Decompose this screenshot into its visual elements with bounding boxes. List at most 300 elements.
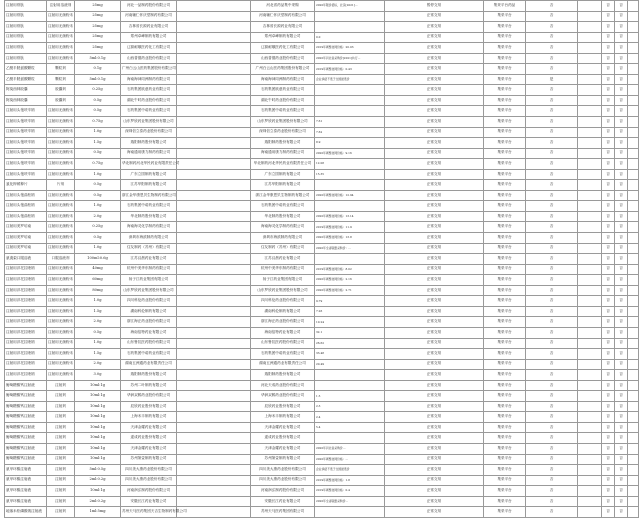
- status-cell: 正常交易: [385, 22, 484, 33]
- source-cell: 集采平台: [484, 222, 526, 233]
- blank-cell: [628, 74, 639, 85]
- distributor-cell: 湖南五洲通药业有限责任公司: [251, 359, 315, 370]
- drug-price-table: [4, 0, 639, 518]
- status-cell: 正常交易: [385, 496, 484, 507]
- listing-company-cell: [177, 148, 251, 159]
- distributor-cell: 辽源耐顺医药化工有限公司: [251, 43, 315, 54]
- blank-cell: [628, 443, 639, 454]
- price-note-cell: 2019年调整挂网价格：0.4: [315, 486, 385, 497]
- distributor-cell: 扬子江药业集团有限公司: [251, 275, 315, 286]
- spec-cell: 10ml:1g: [75, 380, 121, 391]
- mark-b-cell: 否: [615, 53, 628, 64]
- mark-a-cell: 否: [602, 106, 615, 117]
- extra-cell: [578, 211, 602, 222]
- manufacturer-cell: 江苏汉晨药业有限公司: [121, 254, 177, 265]
- flag-cell: 否: [526, 211, 578, 222]
- mark-a-cell: 否: [602, 454, 615, 465]
- manufacturer-cell: 海南通用康力制药有限公司: [121, 148, 177, 159]
- extra-cell: [578, 233, 602, 244]
- table-row: [5, 85, 639, 96]
- source-cell: 集采平台: [484, 486, 526, 497]
- blank-cell: [628, 496, 639, 507]
- source-cell: 集采平台: [484, 117, 526, 128]
- manufacturer-cell: 石药集团中诺药业有限公司: [121, 106, 177, 117]
- blank-cell: [628, 507, 639, 518]
- status-cell: 正常交易: [385, 380, 484, 391]
- flag-cell: 否: [526, 370, 578, 381]
- mark-b-cell: 否: [615, 11, 628, 22]
- distributor-cell: 华北制药河北华民药业有限责任公司: [251, 159, 315, 170]
- extra-cell: [578, 85, 602, 96]
- dosage-form-cell: 注射用无菌粉末: [47, 127, 75, 138]
- blank-cell: [628, 180, 639, 191]
- distributor-cell: 四川美大康药业股份有限公司: [251, 465, 315, 476]
- manufacturer-cell: 辽源耐顺医药化工有限公司: [121, 43, 177, 54]
- blank-cell: [628, 53, 639, 64]
- mark-b-cell: 否: [615, 264, 628, 275]
- spec-cell: 3.0g: [75, 370, 121, 381]
- manufacturer-cell: 江苏华阳制药有限公司: [121, 180, 177, 191]
- blank-cell: [628, 233, 639, 244]
- manufacturer-cell: 四川科伦药业股份有限公司: [121, 296, 177, 307]
- price-note-cell: [315, 95, 385, 106]
- status-cell: 正常交易: [385, 190, 484, 201]
- drug-name-cell: 注射用骨肽: [5, 32, 47, 43]
- extra-cell: [578, 433, 602, 444]
- mark-b-cell: 否: [615, 401, 628, 412]
- mark-a-cell: 否: [602, 180, 615, 191]
- extra-cell: [578, 64, 602, 75]
- status-cell: 正常交易: [385, 465, 484, 476]
- dosage-form-cell: 注射用无菌粉末: [47, 201, 75, 212]
- table-row: [5, 349, 639, 360]
- listing-company-cell: [177, 317, 251, 328]
- dosage-form-cell: 注射剂: [47, 507, 75, 518]
- status-cell: 正常交易: [385, 254, 484, 265]
- table-row: [5, 475, 639, 486]
- blank-cell: [628, 138, 639, 149]
- spec-cell: 60mg: [75, 275, 121, 286]
- dosage-form-cell: 注射剂: [47, 465, 75, 476]
- table-row: [5, 391, 639, 402]
- status-cell: 正常交易: [385, 127, 484, 138]
- status-cell: 正常交易: [385, 370, 484, 381]
- dosage-form-cell: 注射用无菌粉末: [47, 306, 75, 317]
- flag-cell: 否: [526, 422, 578, 433]
- flag-cell: 否: [526, 401, 578, 412]
- drug-name-cell: 注射用泮托拉唑钠: [5, 327, 47, 338]
- table-body: [5, 1, 639, 518]
- status-cell: 正常交易: [385, 169, 484, 180]
- drug-name-cell: 注射用泮托拉唑钠: [5, 296, 47, 307]
- distributor-cell: 辰欣药业股份有限公司: [251, 401, 315, 412]
- extra-cell: [578, 159, 602, 170]
- price-note-cell: 2020年调整挂网价格：2.16: [315, 275, 385, 286]
- blank-cell: [628, 359, 639, 370]
- mark-a-cell: 否: [602, 338, 615, 349]
- blank-cell: [628, 454, 639, 465]
- drug-name-cell: 注射用头孢曲松钠: [5, 190, 47, 201]
- manufacturer-cell: 苏州天马医药集团天吉生物制药有限公司: [121, 507, 177, 518]
- price-note-cell: 8.9: [315, 138, 385, 149]
- price-note-cell: [315, 507, 385, 518]
- dosage-form-cell: 注射剂: [47, 391, 75, 402]
- mark-b-cell: 否: [615, 486, 628, 497]
- dosage-form-cell: 注射用无菌粉末: [47, 11, 75, 22]
- drug-name-cell: 葡萄糖酸钙注射液: [5, 422, 47, 433]
- extra-cell: [578, 412, 602, 423]
- flag-cell: 否: [526, 306, 578, 317]
- dosage-form-cell: 注射用无菌粉末: [47, 222, 75, 233]
- extra-cell: [578, 254, 602, 265]
- drug-name-cell: 注射用骨肽: [5, 43, 47, 54]
- blank-cell: [628, 243, 639, 254]
- listing-company-cell: [177, 359, 251, 370]
- drug-name-cell: 氨甲环酸注射液: [5, 486, 47, 497]
- flag-cell: 否: [526, 159, 578, 170]
- source-cell: 集采平台: [484, 422, 526, 433]
- spec-cell: 10ml:1g: [75, 401, 121, 412]
- source-cell: 集采平台: [484, 338, 526, 349]
- mark-b-cell: 否: [615, 211, 628, 222]
- status-cell: 正常交易: [385, 106, 484, 117]
- status-cell: 正常交易: [385, 475, 484, 486]
- blank-cell: [628, 254, 639, 265]
- manufacturer-cell: 住友制药（苏州）有限公司: [121, 243, 177, 254]
- manufacturer-cell: 瑞阳制药股份有限公司: [121, 138, 177, 149]
- mark-a-cell: 否: [602, 412, 615, 423]
- spec-cell: 0.75g: [75, 117, 121, 128]
- manufacturer-cell: 苏州二叶制药有限公司: [121, 380, 177, 391]
- status-cell: 正常交易: [385, 359, 484, 370]
- blank-cell: [628, 401, 639, 412]
- table-row: [5, 11, 639, 22]
- distributor-cell: 山东罗欣药业集团股份有限公司: [251, 117, 315, 128]
- table-row: [5, 285, 639, 296]
- mark-b-cell: 否: [615, 222, 628, 233]
- distributor-cell: 郑州卓峰制药有限公司: [251, 32, 315, 43]
- extra-cell: [578, 127, 602, 138]
- mark-a-cell: 否: [602, 475, 615, 486]
- status-cell: 正常交易: [385, 222, 484, 233]
- distributor-cell: 苏州第壹制药有限公司: [251, 454, 315, 465]
- flag-cell: 否: [526, 148, 578, 159]
- table-row: [5, 53, 639, 64]
- flag-cell: 否: [526, 349, 578, 360]
- dosage-form-cell: 注射剂: [47, 380, 75, 391]
- dosage-form-cell: 颗粒剂: [47, 64, 75, 75]
- distributor-cell: 河北省药品集中采购: [251, 1, 315, 12]
- manufacturer-cell: 浙江金华康恩贝生物制药有限公司: [121, 190, 177, 201]
- blank-cell: [628, 1, 639, 12]
- source-cell: 集采平台: [484, 243, 526, 254]
- drug-name-cell: 注射用泮托拉唑钠: [5, 338, 47, 349]
- extra-cell: [578, 264, 602, 275]
- status-cell: 正常交易: [385, 296, 484, 307]
- mark-b-cell: 否: [615, 349, 628, 360]
- drug-name-cell: 注射用头孢呋辛钠: [5, 169, 47, 180]
- mark-a-cell: 否: [602, 254, 615, 265]
- table-row: [5, 117, 639, 128]
- listing-company-cell: [177, 433, 251, 444]
- flag-cell: 否: [526, 190, 578, 201]
- drug-name-cell: 葡萄糖酸钙注射液: [5, 380, 47, 391]
- table-row: [5, 32, 639, 43]
- mark-a-cell: 否: [602, 201, 615, 212]
- spec-cell: 25mg: [75, 32, 121, 43]
- distributor-cell: 山东鲁抗医药股份有限公司: [251, 338, 315, 349]
- spec-cell: 10ml:1g: [75, 433, 121, 444]
- dosage-form-cell: 颗粒剂: [47, 74, 75, 85]
- price-note-cell: 2.4: [315, 412, 385, 423]
- blank-cell: [628, 475, 639, 486]
- price-note-cell: 2019年调整挂网价格：1.8: [315, 475, 385, 486]
- flag-cell: 否: [526, 11, 578, 22]
- manufacturer-cell: 浙江海正药业股份有限公司: [121, 317, 177, 328]
- price-note-cell: 2020年调整挂网价格：2.71: [315, 285, 385, 296]
- listing-company-cell: [177, 211, 251, 222]
- flag-cell: 否: [526, 64, 578, 75]
- table-row: [5, 222, 639, 233]
- manufacturer-cell: 深圳信立泰药业股份有限公司: [121, 127, 177, 138]
- mark-a-cell: 否: [602, 127, 615, 138]
- price-note-cell: 32.1: [315, 327, 385, 338]
- flag-cell: 否: [526, 359, 578, 370]
- extra-cell: [578, 53, 602, 64]
- price-note-cell: 2020年全省联盟采购价：…: [315, 243, 385, 254]
- distributor-cell: 苏州天马医药集团有限公司: [251, 507, 315, 518]
- price-note-cell: 9.79: [315, 296, 385, 307]
- price-note-cell: [315, 370, 385, 381]
- spec-cell: 0.5g: [75, 180, 121, 191]
- flag-cell: 否: [526, 106, 578, 117]
- listing-company-cell: [177, 117, 251, 128]
- source-cell: 集采平台: [484, 443, 526, 454]
- listing-company-cell: [177, 233, 251, 244]
- mark-a-cell: 否: [602, 507, 615, 518]
- listing-company-cell: [177, 391, 251, 402]
- table-row: [5, 138, 639, 149]
- mark-b-cell: 否: [615, 422, 628, 433]
- status-cell: 正常交易: [385, 349, 484, 360]
- listing-company-cell: [177, 306, 251, 317]
- mark-b-cell: 否: [615, 254, 628, 265]
- drug-name-cell: 注射用头孢呋辛钠: [5, 106, 47, 117]
- dosage-form-cell: 注射用无菌粉末: [47, 264, 75, 275]
- table-row: [5, 275, 639, 286]
- dosage-form-cell: 注射用无菌粉末: [47, 233, 75, 244]
- price-note-cell: 2019年调整挂网价格：8.02: [315, 264, 385, 275]
- extra-cell: [578, 507, 602, 518]
- manufacturer-cell: 华润双鹤药业股份有限公司: [121, 391, 177, 402]
- dosage-form-cell: 注射用无菌粉末: [47, 327, 75, 338]
- source-cell: 集采平台: [484, 43, 526, 54]
- blank-cell: [628, 317, 639, 328]
- mark-b-cell: 否: [615, 275, 628, 286]
- status-cell: 正常交易: [385, 317, 484, 328]
- flag-cell: 否: [526, 338, 578, 349]
- distributor-cell: 石药集团中诺药业有限公司: [251, 201, 315, 212]
- flag-cell: 否: [526, 454, 578, 465]
- mark-b-cell: 否: [615, 127, 628, 138]
- blank-cell: [628, 327, 639, 338]
- flag-cell: 否: [526, 233, 578, 244]
- dosage-form-cell: 注射用溶液剂: [47, 1, 75, 12]
- manufacturer-cell: 郑州卓峰制药有限公司: [121, 32, 177, 43]
- manufacturer-cell: 海南海神同洲制药有限公司: [121, 74, 177, 85]
- distributor-cell: 天津金耀药业有限公司: [251, 443, 315, 454]
- price-note-cell: 26.62: [315, 338, 385, 349]
- price-note-cell: 15.35: [315, 169, 385, 180]
- mark-b-cell: 否: [615, 85, 628, 96]
- distributor-cell: 河北天成药业股份有限公司: [251, 380, 315, 391]
- manufacturer-cell: 海南倍特药业有限公司: [121, 327, 177, 338]
- price-note-cell: 2020年调整挂网价格：13.8: [315, 233, 385, 244]
- distributor-cell: 湖南科伦制药有限公司: [251, 306, 315, 317]
- blank-cell: [628, 296, 639, 307]
- listing-company-cell: [177, 95, 251, 106]
- blank-cell: [628, 422, 639, 433]
- distributor-cell: 河南润弘制药股份有限公司: [251, 486, 315, 497]
- flag-cell: 否: [526, 243, 578, 254]
- table-row: [5, 486, 639, 497]
- blank-cell: [628, 391, 639, 402]
- flag-cell: 否: [526, 296, 578, 307]
- source-cell: 集采平台: [484, 127, 526, 138]
- extra-cell: [578, 401, 602, 412]
- blank-cell: [628, 433, 639, 444]
- spec-cell: 1.5g: [75, 138, 121, 149]
- table-row: [5, 180, 639, 191]
- spec-cell: 1.0g: [75, 338, 121, 349]
- distributor-cell: 广东立国制药有限公司: [251, 169, 315, 180]
- mark-b-cell: 否: [615, 74, 628, 85]
- mark-b-cell: 否: [615, 465, 628, 476]
- mark-b-cell: 否: [615, 1, 628, 12]
- price-note-cell: [315, 22, 385, 33]
- mark-b-cell: 否: [615, 159, 628, 170]
- table-row: [5, 370, 639, 381]
- status-cell: 正常交易: [385, 443, 484, 454]
- status-cell: 正常交易: [385, 391, 484, 402]
- flag-cell: 否: [526, 433, 578, 444]
- source-cell: 集采平台: [484, 169, 526, 180]
- spec-cell: 10ml:1g: [75, 486, 121, 497]
- dosage-form-cell: 胶囊剂: [47, 85, 75, 96]
- extra-cell: [578, 391, 602, 402]
- mark-a-cell: 否: [602, 85, 615, 96]
- mark-a-cell: 否: [602, 433, 615, 444]
- dosage-form-cell: 注射用无菌粉末: [47, 53, 75, 64]
- flag-cell: 否: [526, 486, 578, 497]
- dosage-form-cell: 注射用无菌粉末: [47, 370, 75, 381]
- source-cell: 集采平台: [484, 190, 526, 201]
- dosage-form-cell: 注射用无菌粉末: [47, 169, 75, 180]
- dosage-form-cell: 注射用无菌粉末: [47, 296, 75, 307]
- flag-cell: 否: [526, 412, 578, 423]
- mark-b-cell: 否: [615, 296, 628, 307]
- table-row: [5, 412, 639, 423]
- dosage-form-cell: 注射用无菌粉末: [47, 117, 75, 128]
- mark-b-cell: 否: [615, 327, 628, 338]
- mark-b-cell: 否: [615, 475, 628, 486]
- status-cell: 正常交易: [385, 53, 484, 64]
- table-row: [5, 380, 639, 391]
- table-row: [5, 422, 639, 433]
- distributor-cell: 浙江金华康恩贝生物制药有限公司: [251, 190, 315, 201]
- drug-name-cell: 葡萄糖酸钙注射液: [5, 391, 47, 402]
- mark-a-cell: 否: [602, 401, 615, 412]
- mark-b-cell: 否: [615, 496, 628, 507]
- price-note-cell: 1.5: [315, 391, 385, 402]
- price-note-cell: 2020年调整挂网价格：12.94: [315, 190, 385, 201]
- dosage-form-cell: 注射用无菌粉末: [47, 106, 75, 117]
- drug-name-cell: 注射用头孢呋辛钠: [5, 159, 47, 170]
- source-cell: 集采平台: [484, 85, 526, 96]
- dosage-form-cell: 胶囊剂: [47, 95, 75, 106]
- dosage-form-cell: 注射剂: [47, 496, 75, 507]
- distributor-cell: 瑞阳制药股份有限公司: [251, 370, 315, 381]
- source-cell: 集采平台: [484, 264, 526, 275]
- blank-cell: [628, 85, 639, 96]
- dosage-form-cell: 注射剂: [47, 412, 75, 423]
- source-cell: 集采平台: [484, 64, 526, 75]
- status-cell: 正常交易: [385, 264, 484, 275]
- blank-cell: [628, 306, 639, 317]
- dosage-form-cell: 注射用无菌粉末: [47, 243, 75, 254]
- dosage-form-cell: 注射用无菌粉末: [47, 43, 75, 54]
- status-cell: 正常交易: [385, 148, 484, 159]
- flag-cell: 否: [526, 53, 578, 64]
- mark-a-cell: 否: [602, 138, 615, 149]
- status-cell: 正常交易: [385, 401, 484, 412]
- listing-company-cell: [177, 159, 251, 170]
- dosage-form-cell: 注射剂: [47, 401, 75, 412]
- mark-b-cell: 否: [615, 443, 628, 454]
- flag-cell: 否: [526, 1, 578, 12]
- flag-cell: 否: [526, 443, 578, 454]
- listing-company-cell: [177, 401, 251, 412]
- distributor-cell: 杭州中美华东制药有限公司: [251, 264, 315, 275]
- flag-cell: 是: [526, 74, 578, 85]
- blank-cell: [628, 22, 639, 33]
- manufacturer-cell: 华北制药股份有限公司: [121, 211, 177, 222]
- spec-cell: 1.0g: [75, 243, 121, 254]
- table-row: [5, 233, 639, 244]
- drug-name-cell: 葡萄糖酸钙注射液: [5, 412, 47, 423]
- distributor-cell: 广州白云山医药集团股份有限公司: [251, 64, 315, 75]
- status-cell: 正常交易: [385, 433, 484, 444]
- drug-name-cell: 葡萄糖酸钙注射液: [5, 454, 47, 465]
- table-row: [5, 296, 639, 307]
- spec-cell: 0.75g: [75, 159, 121, 170]
- spec-cell: 0.5g: [75, 190, 121, 201]
- listing-company-cell: [177, 74, 251, 85]
- drug-name-cell: 注射用泮托拉唑钠: [5, 264, 47, 275]
- status-cell: 正常交易: [385, 327, 484, 338]
- listing-company-cell: [177, 127, 251, 138]
- blank-cell: [628, 285, 639, 296]
- mark-b-cell: 否: [615, 64, 628, 75]
- spec-cell: 0.25g: [75, 85, 121, 96]
- flag-cell: 否: [526, 507, 578, 518]
- mark-b-cell: 否: [615, 317, 628, 328]
- flag-cell: 否: [526, 285, 578, 296]
- flag-cell: 否: [526, 95, 578, 106]
- flag-cell: 否: [526, 254, 578, 265]
- distributor-cell: 海南通用康力制药有限公司: [251, 148, 315, 159]
- dosage-form-cell: 注射用无菌粉末: [47, 349, 75, 360]
